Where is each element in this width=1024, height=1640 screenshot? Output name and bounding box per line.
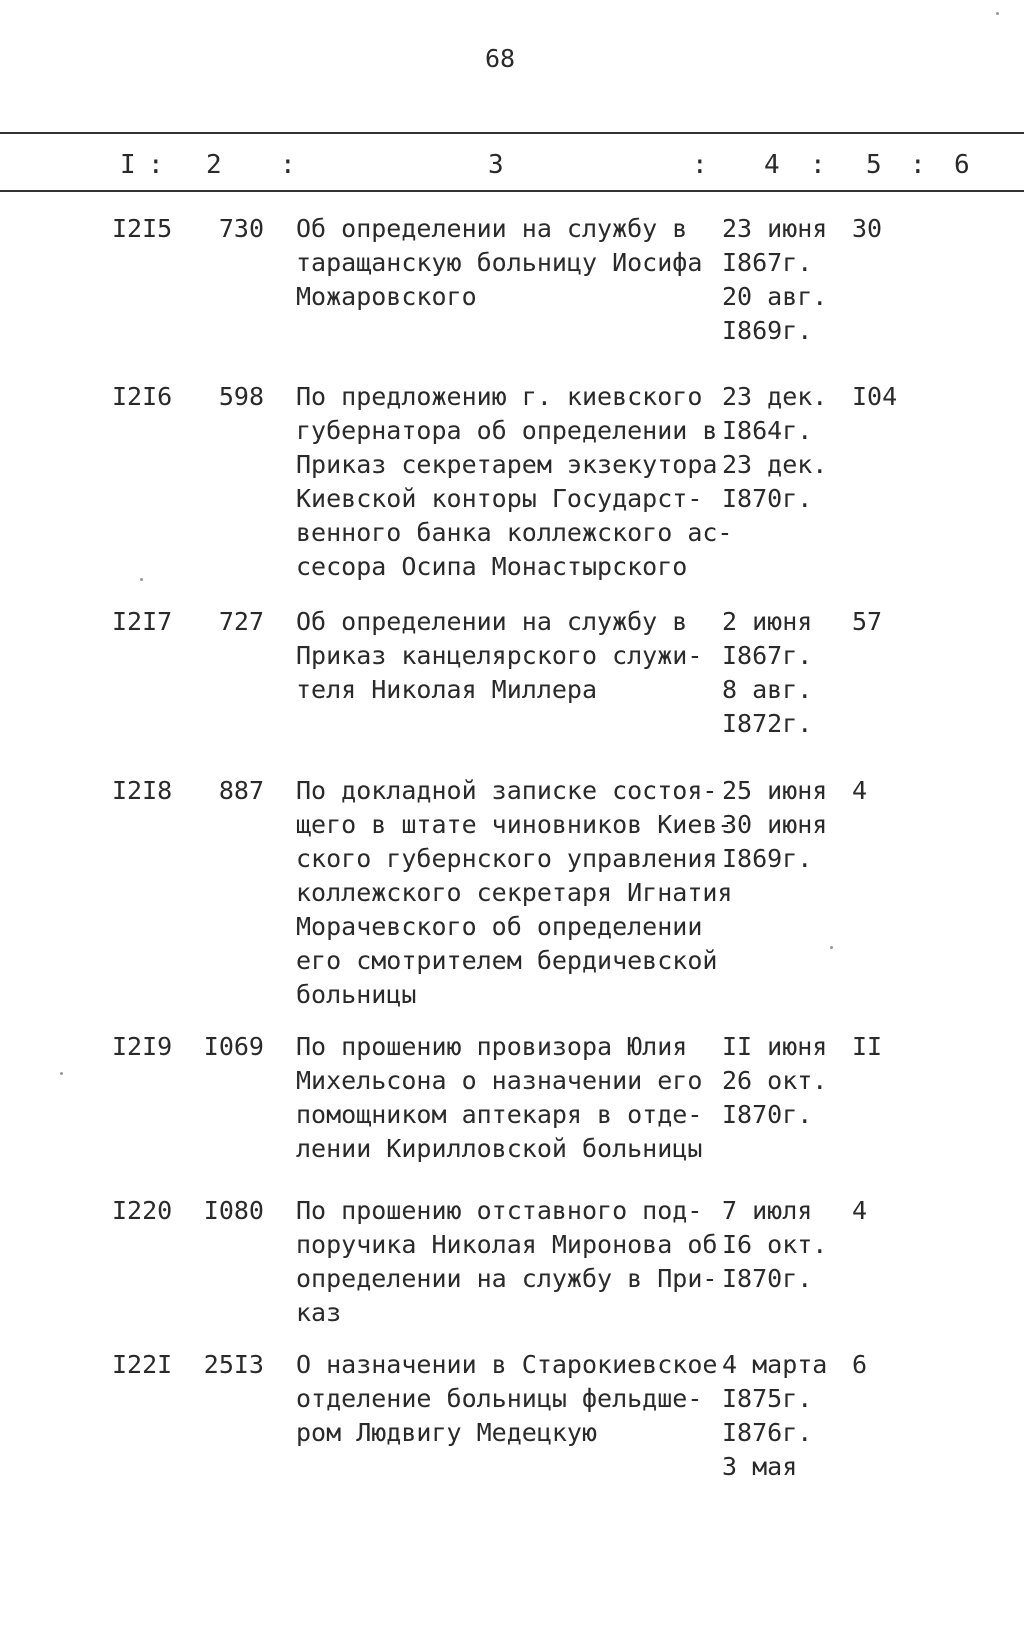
header-col1: I: [120, 150, 136, 180]
record-dates: [722, 605, 812, 741]
case-number: 730: [218, 214, 264, 243]
header-col4: 4: [764, 150, 780, 180]
record-number: I2I6: [112, 382, 173, 411]
description-line: Об определении на службу в: [296, 214, 688, 243]
header-sep: :: [280, 150, 296, 180]
case-number: I069: [203, 1032, 264, 1061]
description-line: ского губернского управления: [296, 844, 718, 873]
header-sep: :: [148, 150, 164, 180]
record-dates: [722, 774, 827, 876]
description-line: Приказ канцелярского служи-: [296, 641, 703, 670]
description-line: лении Кирилловской больницы: [296, 1134, 703, 1163]
description-line: помощником аптекаря в отде-: [296, 1100, 703, 1129]
description-line: сесора Осипа Монастырского: [296, 552, 688, 581]
date-line: 3 мая: [722, 1452, 798, 1481]
case-number: 25I3: [203, 1350, 264, 1379]
record-description: [296, 774, 733, 1012]
sheet-count: 4: [852, 776, 868, 805]
description-line: венного банка коллежского ас-: [296, 518, 733, 547]
header-col2: 2: [206, 150, 222, 180]
date-line: 4 марта: [722, 1350, 828, 1379]
header-col3: 3: [488, 150, 504, 180]
record-dates: [722, 1348, 827, 1484]
date-line: I869г.: [722, 844, 813, 873]
page-number: 68: [484, 44, 516, 73]
date-line: 23 дек.: [722, 382, 828, 411]
record-number: I2I8: [112, 776, 173, 805]
date-line: I872г.: [722, 709, 813, 738]
date-line: 20 авг.: [722, 282, 828, 311]
date-line: I870г.: [722, 484, 813, 513]
header-sep: :: [692, 150, 708, 180]
sheet-count: 57: [852, 607, 883, 636]
record-number: I2I5: [112, 214, 173, 243]
sheet-count: I04: [852, 382, 898, 411]
date-line: I6 окт.: [722, 1230, 828, 1259]
description-line: По докладной записке состоя-: [296, 776, 718, 805]
record-description: [296, 1348, 717, 1450]
case-number: 727: [218, 607, 264, 636]
description-line: По прошению отставного под-: [296, 1196, 703, 1225]
date-line: 23 дек.: [722, 450, 828, 479]
date-line: 2 июня: [722, 607, 813, 636]
case-number: 887: [218, 776, 264, 805]
scan-speck: [830, 946, 833, 949]
date-line: 26 окт.: [722, 1066, 828, 1095]
record-description: [296, 605, 702, 707]
header-sep: :: [810, 150, 826, 180]
date-line: I875г.: [722, 1384, 813, 1413]
date-line: 8 авг.: [722, 675, 813, 704]
record-dates: [722, 1030, 827, 1132]
header-col5: 5: [866, 150, 882, 180]
date-line: I864г.: [722, 416, 813, 445]
date-line: 7 июля: [722, 1196, 813, 1225]
date-line: 30 июня: [722, 810, 828, 839]
description-line: определении на службу в При-: [296, 1264, 718, 1293]
description-line: отделение больницы фельдше-: [296, 1384, 703, 1413]
scan-speck: [60, 1072, 63, 1075]
record-description: [296, 1194, 717, 1330]
description-line: его смотрителем бердичевской: [296, 946, 718, 975]
description-line: О назначении в Старокиевское: [296, 1350, 718, 1379]
date-line: 23 июня: [722, 214, 828, 243]
description-line: губернатора об определении в: [296, 416, 718, 445]
record-dates: [722, 212, 827, 348]
description-line: Можаровского: [296, 282, 477, 311]
description-line: По прошению провизора Юлия: [296, 1032, 688, 1061]
description-line: коллежского секретаря Игнатия: [296, 878, 733, 907]
record-description: [296, 1030, 702, 1166]
description-line: По предложению г. киевского: [296, 382, 703, 411]
date-line: I867г.: [722, 248, 813, 277]
scan-speck: [140, 578, 143, 581]
record-number: I2I9: [112, 1032, 173, 1061]
record-description: [296, 380, 733, 584]
description-line: таращанскую больницу Иосифа: [296, 248, 703, 277]
description-line: ром Людвигу Медецкую: [296, 1418, 598, 1447]
date-line: I870г.: [722, 1100, 813, 1129]
sheet-count: 30: [852, 214, 883, 243]
date-line: II июня: [722, 1032, 828, 1061]
record-description: [296, 212, 702, 314]
record-number: I2I7: [112, 607, 173, 636]
record-number: I220: [112, 1196, 173, 1225]
case-number: I080: [203, 1196, 264, 1225]
description-line: теля Николая Миллера: [296, 675, 598, 704]
description-line: Морачевского об определении: [296, 912, 703, 941]
header-sep: :: [910, 150, 926, 180]
date-line: I867г.: [722, 641, 813, 670]
description-line: поручика Николая Миронова об: [296, 1230, 718, 1259]
description-line: Приказ секретарем экзекутора: [296, 450, 718, 479]
record-dates: [722, 1194, 827, 1296]
description-line: каз: [296, 1298, 342, 1327]
header-col6: 6: [954, 150, 970, 180]
date-line: I869г.: [722, 316, 813, 345]
date-line: I870г.: [722, 1264, 813, 1293]
sheet-count: 6: [852, 1350, 868, 1379]
record-dates: [722, 380, 827, 516]
case-number: 598: [218, 382, 264, 411]
sheet-count: 4: [852, 1196, 868, 1225]
scan-speck: [996, 12, 999, 15]
description-line: щего в штате чиновников Киев-: [296, 810, 733, 839]
sheet-count: II: [852, 1032, 883, 1061]
description-line: Об определении на службу в: [296, 607, 688, 636]
description-line: больницы: [296, 980, 417, 1009]
description-line: Киевской конторы Государст-: [296, 484, 703, 513]
description-line: Михельсона о назначении его: [296, 1066, 703, 1095]
record-number: I22I: [112, 1350, 173, 1379]
date-line: I876г.: [722, 1418, 813, 1447]
date-line: 25 июня: [722, 776, 828, 805]
